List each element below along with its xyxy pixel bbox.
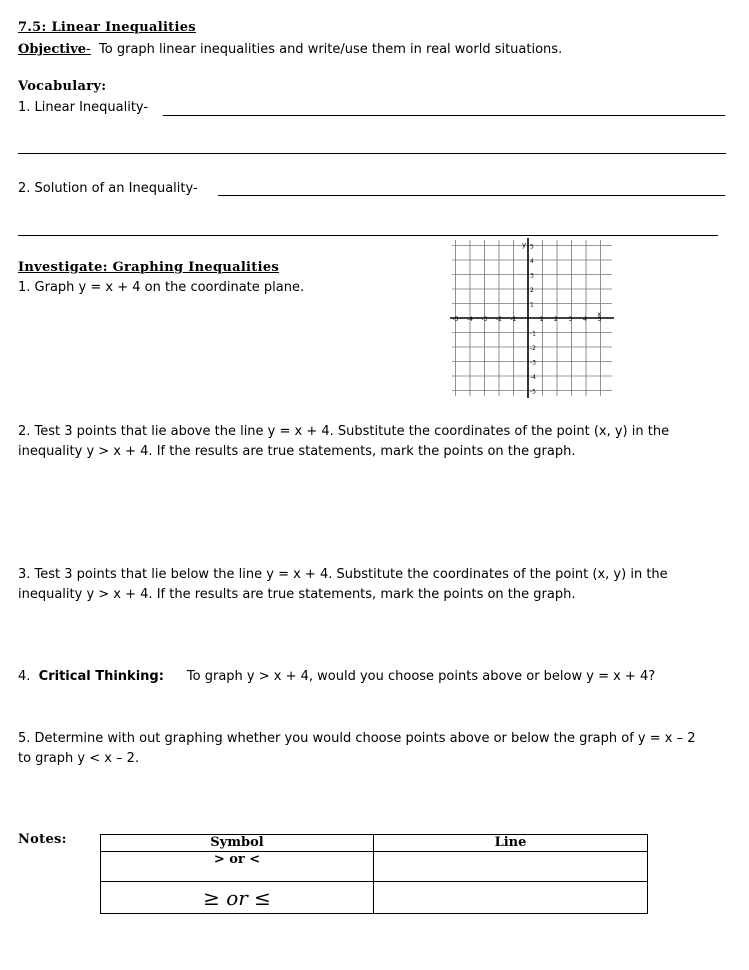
y-tick-label: -1 (530, 330, 536, 338)
objective-dash: - (86, 42, 91, 57)
question-2-line-1: 2. Test 3 points that lie above the line y = x + 4. Substitute the coordinates of the point (x, y) in the (18, 424, 670, 439)
question-2-line-2: inequality y > x + 4. If the results are true statements, mark the points on the graph. (18, 444, 576, 459)
y-tick-label: 3 (530, 272, 534, 280)
line-cell (374, 882, 648, 914)
y-tick-label: 2 (530, 287, 534, 294)
question-5-line-1: 5. Determine with out graphing whether you would choose points above or below the graph of y = x – 2 (18, 731, 696, 746)
y-tick-label: 1 (530, 301, 534, 309)
x-tick-label: 1 (539, 316, 544, 323)
answer-line (218, 195, 725, 196)
y-tick-label: -4 (530, 374, 536, 381)
x-tick-label: -4 (467, 316, 473, 323)
question-1: 1. Graph y = x + 4 on the coordinate plane. (18, 280, 305, 295)
question-4-text: To graph y > x + 4, would you choose points above or below y = x + 4? (186, 669, 656, 684)
notes-label: Notes: (18, 832, 67, 847)
investigate-heading: Investigate: Graphing Inequalities (18, 260, 280, 275)
coordinate-grid-svg (450, 238, 614, 398)
vocabulary-heading: Vocabulary: (18, 79, 107, 94)
y-tick-label: 5 (530, 243, 534, 251)
question-4 (18, 667, 655, 687)
line-cell (374, 852, 648, 882)
page-title: 7.5: Linear Inequalities (18, 20, 196, 35)
question-4-number: 4. (18, 669, 31, 684)
x-tick-label: 2 (554, 316, 558, 323)
vocab-item-linear-inequality: 1. Linear Inequality- (18, 100, 149, 115)
objective-label: Objective (18, 42, 87, 57)
y-tick-label: -3 (530, 359, 536, 367)
answer-line (163, 115, 725, 116)
vocab-item-solution: 2. Solution of an Inequality- (18, 181, 198, 196)
answer-line (18, 153, 726, 154)
x-tick-label: 4 (583, 316, 587, 323)
y-tick-label: -5 (530, 388, 536, 396)
question-5-line-2: to graph y < x – 2. (18, 751, 140, 766)
table-header-row (101, 835, 648, 852)
x-tick-label: -5 (452, 316, 459, 323)
objective-line (18, 40, 562, 60)
axis-x-label: x (597, 311, 602, 318)
table-row (101, 852, 648, 882)
table-row (101, 882, 648, 914)
x-tick-label: -2 (496, 316, 502, 323)
critical-thinking-label: Critical Thinking: (38, 669, 164, 684)
symbol-cell: ≥ or ≤ (101, 882, 374, 914)
symbol-column-header: Symbol (101, 835, 374, 852)
x-tick-label: 5 (597, 316, 602, 323)
symbol-cell: > or < (101, 852, 374, 882)
x-tick-label: 3 (568, 316, 573, 323)
coordinate-grid (450, 238, 614, 398)
objective-text: To graph linear inequalities and write/use them in real world situations. (99, 42, 563, 57)
question-3-line-1: 3. Test 3 points that lie below the line y = x + 4. Substitute the coordinates of the point (x, y) in the (18, 567, 668, 582)
x-tick-label: -3 (481, 316, 488, 323)
answer-line (18, 235, 718, 236)
y-tick-label: 4 (530, 258, 534, 265)
notes-table (100, 834, 648, 914)
axis-y-label: y (522, 241, 527, 249)
y-tick-label: -2 (530, 345, 536, 352)
question-3-line-2: inequality y > x + 4. If the results are true statements, mark the points on the graph. (18, 587, 576, 602)
x-tick-label: -1 (510, 316, 517, 323)
line-column-header: Line (374, 835, 648, 852)
